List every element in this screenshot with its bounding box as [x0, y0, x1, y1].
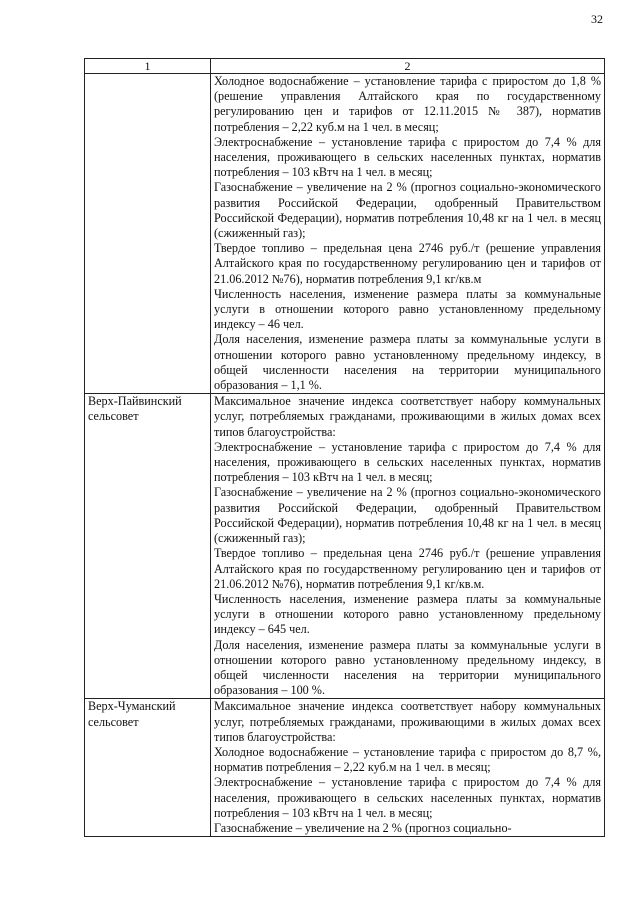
header-cell-2: 2	[211, 59, 605, 74]
description-cell	[211, 394, 605, 699]
description-cell	[211, 699, 605, 837]
table-row	[85, 699, 605, 837]
region-name-cell	[85, 74, 211, 394]
region-name-cell	[85, 394, 211, 699]
description-paragraph: Электроснабжение – установление тарифа с приростом до 7,4 % для населения, проживающего в сельских населенных пунктах, норматив потребления – 103 кВтч на 1 чел. в месяц;	[214, 134, 601, 180]
description-paragraph: Электроснабжение – установление тарифа с приростом до 7,4 % для населения, проживающего в сельских населенных пунктах, норматив потребления – 103 кВтч на 1 чел. в месяц;	[214, 775, 601, 820]
description-paragraph: Доля населения, изменение размера платы за коммунальные услуги в отношении которого равно установленному предельному индексу, в общей численности населения на территории муниципального образования – 1,1 %.	[214, 332, 601, 393]
description-paragraph: Максимальное значение индекса соответствует набору коммунальных услуг, потребляемых гражданами, проживающими в жилых домах всех типов благоустройства:	[214, 699, 601, 744]
region-name-line: Верх-Пайвинский	[88, 394, 182, 409]
table-body	[85, 59, 605, 837]
description-paragraph: Холодное водоснабжение – установление тарифа с приростом до 1,8 % (решение управления Алтайского края по государственному регулированию цен и тарифов от 12.11.2015 № 387), норматив потребления – 2,22 куб.м на 1 чел. в месяц;	[214, 74, 601, 134]
data-table	[84, 58, 605, 837]
description-paragraph: Доля населения, изменение размера платы за коммунальные услуги в отношении которого равно установленному предельному индексу, в общей численности населения на территории муниципального образования – 100 %.	[214, 637, 601, 698]
region-name-line: Верх-Чуманский	[88, 699, 176, 714]
table-row	[85, 74, 605, 394]
header-cell-1: 1	[85, 59, 211, 74]
description-paragraph: Численность населения, изменение размера платы за коммунальные услуги в отношении которого равно установленному предельному индексу – 645 чел.	[214, 591, 601, 637]
description-paragraph: Численность населения, изменение размера платы за коммунальные услуги в отношении которого равно установленному предельному индексу – 46 чел.	[214, 286, 601, 332]
description-paragraph: Твердое топливо – предельная цена 2746 руб./т (решение управления Алтайского края по государственному регулированию цен и тарифов от 21.06.2012 №76), норматив потребления 9,1 кг/кв.м.	[214, 546, 601, 591]
description-paragraph: Газоснабжение – увеличение на 2 % (прогноз социально-экономического развития Российской Федерации, одобренный Правительством Российской Федерации), норматив потребления 10,48 кг на 1 чел. в месяц (сжиженный газ);	[214, 485, 601, 546]
description-paragraph: Газоснабжение – увеличение на 2 % (прогноз социально-	[214, 820, 512, 835]
region-name-line: сельсовет	[88, 714, 139, 729]
table-header-row	[85, 59, 605, 74]
description-paragraph: Твердое топливо – предельная цена 2746 руб./т (решение управления Алтайского края по государственному регулированию цен и тарифов от 21.06.2012 №76), норматив потребления 9,1 кг/кв.м	[214, 241, 601, 286]
description-paragraph: Максимальное значение индекса соответствует набору коммунальных услуг, потребляемых гражданами, проживающими в жилых домах всех типов благоустройства:	[214, 394, 601, 439]
table-row	[85, 394, 605, 699]
region-name-cell	[85, 699, 211, 837]
description-paragraph: Электроснабжение – установление тарифа с приростом до 7,4 % для населения, проживающего в сельских населенных пунктах, норматив потребления – 103 кВтч на 1 чел. в месяц;	[214, 439, 601, 485]
description-paragraph: Холодное водоснабжение – установление тарифа с приростом до 8,7 %, норматив потребления – 2,22 куб.м на 1 чел. в месяц;	[214, 744, 601, 775]
page-number: 32	[591, 12, 603, 26]
region-name-line: сельсовет	[88, 409, 139, 424]
description-paragraph: Газоснабжение – увеличение на 2 % (прогноз социально-экономического развития Российской Федерации, одобренный Правительством Российской Федерации), норматив потребления 10,48 кг на 1 чел. в месяц (сжиженный газ);	[214, 180, 601, 241]
description-cell	[211, 74, 605, 394]
